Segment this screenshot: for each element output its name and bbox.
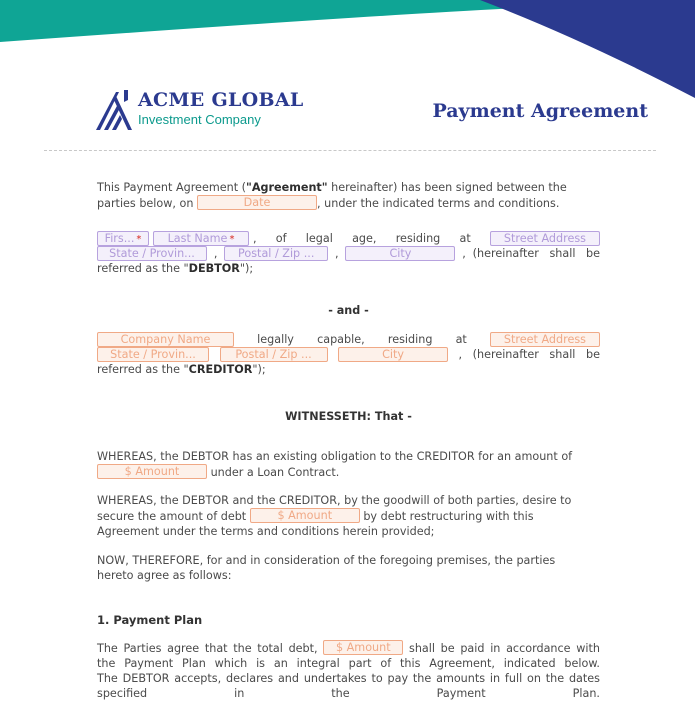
debtor-postal-field[interactable]: Postal / Zip ... xyxy=(224,246,328,261)
secured-amount-field[interactable]: $ Amount xyxy=(250,508,360,523)
debtor-state-field[interactable]: State / Provin... xyxy=(97,246,207,261)
debtor-paragraph: Firs... * Last Name * , of legal age, residing at Street Address State / Provin... , Postal / Zip ... , City , (hereinafter shall be referred as the "DEBTOR"); xyxy=(97,232,600,275)
required-marker: * xyxy=(136,234,142,245)
creditor-paragraph: Company Name legally capable, residing at Street Address State / Provin... Postal / Zip ... City , (hereinafter shall be referred as the "CREDITOR"); xyxy=(97,333,600,376)
company-name: ACME GLOBAL xyxy=(138,89,304,111)
debtor-street-field[interactable]: Street Address xyxy=(490,231,600,246)
debtor-city-field[interactable]: City xyxy=(345,246,455,261)
debtor-last-name-field[interactable]: Last Name * xyxy=(153,231,249,246)
and-separator: - and - xyxy=(328,304,369,317)
logo-mark-icon xyxy=(94,88,134,132)
header-banner xyxy=(0,0,695,100)
creditor-postal-field[interactable]: Postal / Zip ... xyxy=(220,347,328,362)
company-subtitle: Investment Company xyxy=(138,112,261,127)
now-therefore-paragraph: NOW, THEREFORE, for and in consideration of the foregoing premises, the parties hereto agree as follows: xyxy=(97,554,556,582)
section-1-paragraph: The Parties agree that the total debt, $ Amount shall be paid in accordance with the Payment Plan which is an integral part of this Agreement, indicated below. The DEBTOR accepts, declares and undertakes to pay the amounts in full on the dates specified in the Payment Plan. xyxy=(97,641,600,700)
creditor-company-field[interactable]: Company Name xyxy=(97,332,234,347)
whereas-2-paragraph: WHEREAS, the DEBTOR and the CREDITOR, by the goodwill of both parties, desire to secure the amount of debt $ Amount by debt restructuring with this Agreement under the terms and conditions herein provided; xyxy=(97,494,572,538)
header-divider xyxy=(44,150,656,151)
creditor-state-field[interactable]: State / Provin... xyxy=(97,347,209,362)
creditor-city-field[interactable]: City xyxy=(338,347,448,362)
whereas-1-paragraph: WHEREAS, the DEBTOR has an existing obligation to the CREDITOR for an amount of $ Amount under a Loan Contract. xyxy=(97,450,573,479)
section-1-heading: 1. Payment Plan xyxy=(97,613,203,627)
total-debt-amount-field[interactable]: $ Amount xyxy=(323,640,403,655)
company-logo xyxy=(94,88,304,132)
document-title: Payment Agreement xyxy=(432,100,648,122)
required-marker: * xyxy=(229,234,235,245)
date-field[interactable]: Date xyxy=(197,195,317,210)
debt-amount-field[interactable]: $ Amount xyxy=(97,464,207,479)
debtor-first-name-field[interactable]: Firs... * xyxy=(97,231,149,246)
creditor-street-field[interactable]: Street Address xyxy=(490,332,600,347)
witnesseth-heading: WITNESSETH: That - xyxy=(285,410,412,423)
intro-paragraph: This Payment Agreement ("Agreement" hereinafter) has been signed between the parties below, on Date , under the indicated terms and conditions. xyxy=(97,181,567,210)
